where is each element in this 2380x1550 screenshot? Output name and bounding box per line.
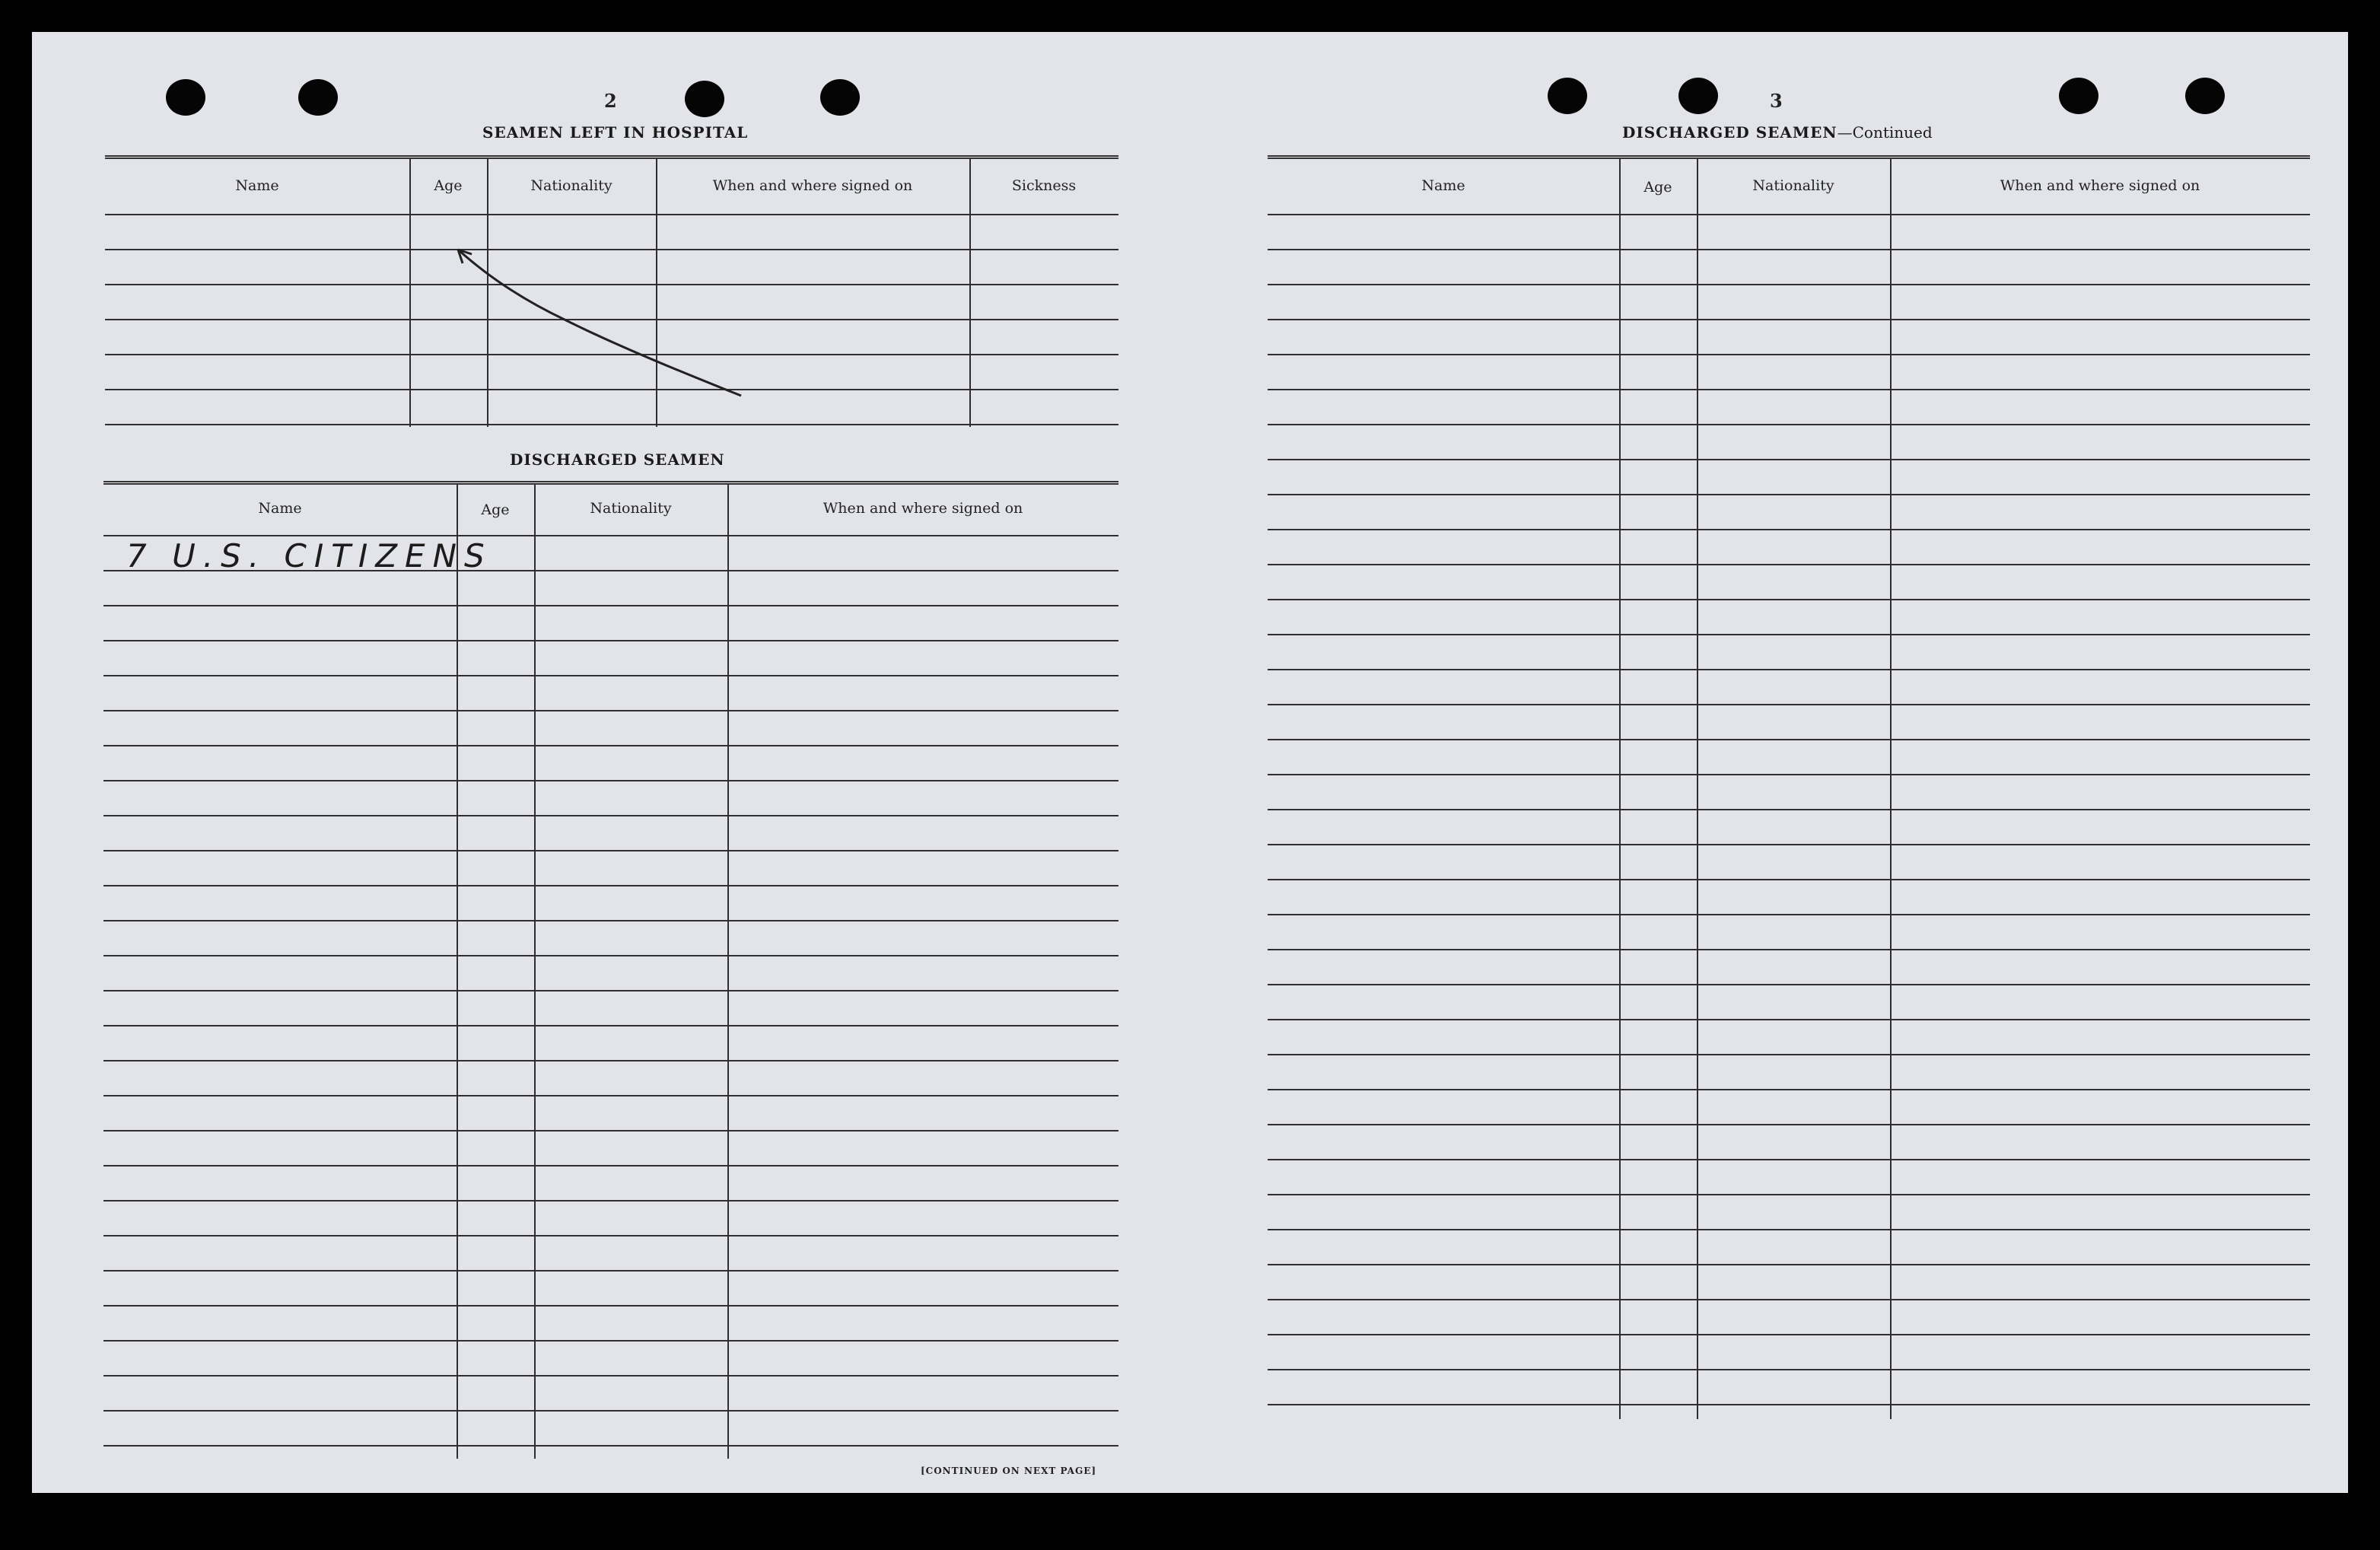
discharged-continued-title-text: DISCHARGED SEAMEN: [1622, 123, 1838, 142]
row-line: [1268, 914, 2310, 915]
row-line: [1268, 494, 2310, 495]
row-line: [1268, 1019, 2310, 1020]
row-line: [1268, 1299, 2310, 1300]
row-line: [1268, 389, 2310, 390]
row-line: [103, 1270, 1118, 1272]
row-line: [1268, 1264, 2310, 1265]
row-line: [1268, 529, 2310, 530]
row-line: [103, 710, 1118, 711]
row-line: [1268, 879, 2310, 880]
row-line: [103, 955, 1118, 956]
row-line: [1268, 1089, 2310, 1090]
handwritten-entry: 7 U.S. CITIZENS: [126, 537, 492, 574]
row-line: [1268, 774, 2310, 775]
discharged-col-age: Age: [481, 501, 510, 518]
row-line: [1268, 949, 2310, 950]
row-line: [1268, 1054, 2310, 1055]
row-line: [103, 535, 1118, 536]
row-line: [103, 990, 1118, 991]
row-line: [1268, 599, 2310, 600]
row-line: [103, 850, 1118, 851]
row-line: [1268, 739, 2310, 740]
row-line: [103, 1025, 1118, 1026]
row-line: [1268, 249, 2310, 250]
row-line: [103, 1200, 1118, 1201]
row-line: [103, 1340, 1118, 1342]
row-line: [1268, 1404, 2310, 1405]
row-line: [1268, 809, 2310, 810]
row-line: [103, 1410, 1118, 1412]
row-line: [1268, 424, 2310, 425]
document-sheet: [32, 32, 2348, 1493]
hospital-col-age: Age: [434, 177, 463, 194]
discharged-col-signed-on: When and where signed on: [822, 500, 1023, 517]
row-line: [103, 1305, 1118, 1307]
row-line: [103, 920, 1118, 921]
row-line: [103, 1375, 1118, 1377]
discharged-continued-col-nationality: Nationality: [1752, 177, 1834, 194]
hospital-col-name: Name: [235, 177, 279, 194]
row-line: [1268, 1124, 2310, 1125]
row-line: [1268, 319, 2310, 320]
discharged-col-nationality: Nationality: [590, 500, 672, 517]
row-line: [1268, 1159, 2310, 1160]
row-line: [103, 885, 1118, 886]
row-line: [103, 1095, 1118, 1096]
discharged-continued-title: [1622, 123, 1933, 142]
row-line: [1268, 669, 2310, 670]
discharged-table-left: [103, 481, 1118, 1459]
continued-footer: [CONTINUED ON NEXT PAGE]: [921, 1466, 1097, 1476]
hospital-col-nationality: Nationality: [530, 177, 612, 194]
hospital-col-sickness: Sickness: [1011, 177, 1077, 194]
page-number-left: 2: [604, 90, 617, 112]
row-line: [103, 815, 1118, 816]
column-divider: [457, 485, 458, 1459]
discharged-continued-col-signed-on: When and where signed on: [2000, 177, 2200, 194]
row-line: [103, 605, 1118, 606]
discharged-table-right: [1268, 155, 2310, 1419]
row-line: [1268, 1369, 2310, 1370]
row-line: [1268, 1229, 2310, 1230]
row-line: [103, 780, 1118, 781]
row-line: [103, 675, 1118, 676]
discharged-continued-col-age: Age: [1643, 179, 1672, 196]
hospital-section-title: SEAMEN LEFT IN HOSPITAL: [482, 123, 749, 142]
discharged-col-name: Name: [258, 500, 302, 517]
row-line: [103, 640, 1118, 641]
row-line: [1268, 214, 2310, 215]
row-line: [1268, 564, 2310, 565]
row-line: [1268, 284, 2310, 285]
hospital-col-signed-on: When and where signed on: [712, 177, 913, 194]
continued-suffix: —Continued: [1837, 123, 1933, 142]
row-line: [1268, 704, 2310, 705]
row-line: [1268, 634, 2310, 635]
column-divider: [534, 485, 536, 1459]
row-line: [1268, 354, 2310, 355]
discharged-continued-col-name: Name: [1421, 177, 1465, 194]
column-divider: [727, 485, 729, 1459]
row-line: [103, 1165, 1118, 1166]
row-line: [1268, 459, 2310, 460]
page-number-right: 3: [1770, 90, 1783, 112]
row-line: [1268, 844, 2310, 845]
row-line: [103, 745, 1118, 746]
row-line: [1268, 1334, 2310, 1335]
row-line: [103, 1445, 1118, 1447]
row-line: [1268, 984, 2310, 985]
discharged-section-title: DISCHARGED SEAMEN: [510, 450, 725, 469]
row-line: [103, 1130, 1118, 1131]
row-line: [1268, 1194, 2310, 1195]
row-line: [103, 1235, 1118, 1236]
row-line: [103, 1060, 1118, 1061]
